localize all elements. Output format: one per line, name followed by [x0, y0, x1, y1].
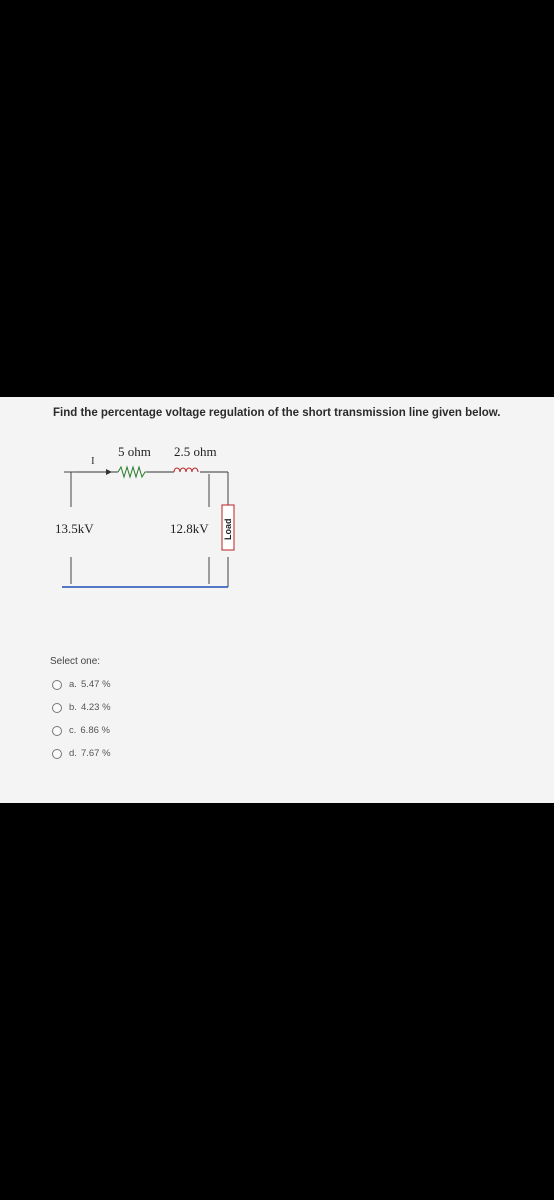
receiving-voltage-label: 12.8kV — [170, 521, 209, 536]
resistance-label: 5 ohm — [118, 444, 151, 459]
option-c[interactable] — [52, 719, 111, 742]
option-letter: c. — [69, 725, 77, 736]
question-panel — [0, 397, 554, 803]
option-letter: d. — [69, 748, 77, 759]
option-value: 7.67 % — [80, 748, 111, 759]
inductor-icon — [174, 468, 198, 472]
current-arrow-icon — [106, 469, 112, 475]
option-letter: b. — [69, 702, 77, 713]
option-b[interactable] — [52, 696, 111, 719]
question-text: Find the percentage voltage regulation of the short transmission line given below. — [53, 407, 501, 419]
radio-button-icon[interactable] — [52, 703, 62, 713]
radio-button-icon[interactable] — [52, 726, 62, 736]
select-one-label: Select one: — [50, 656, 101, 667]
option-d[interactable] — [52, 742, 111, 765]
circuit-diagram — [0, 397, 554, 637]
answer-options — [52, 673, 111, 765]
load-label: Load — [223, 518, 233, 540]
radio-button-icon[interactable] — [52, 680, 62, 690]
resistor-icon — [118, 467, 147, 477]
option-value: 4.23 % — [80, 702, 111, 713]
sending-voltage-label: 13.5kV — [55, 521, 94, 536]
option-a[interactable] — [52, 673, 111, 696]
option-value: 5.47 % — [80, 679, 111, 690]
current-label: I — [91, 455, 95, 467]
option-letter: a. — [69, 679, 77, 690]
option-value: 6.86 % — [80, 725, 110, 736]
radio-button-icon[interactable] — [52, 749, 62, 759]
reactance-label: 2.5 ohm — [174, 444, 217, 459]
load-box — [222, 505, 234, 550]
